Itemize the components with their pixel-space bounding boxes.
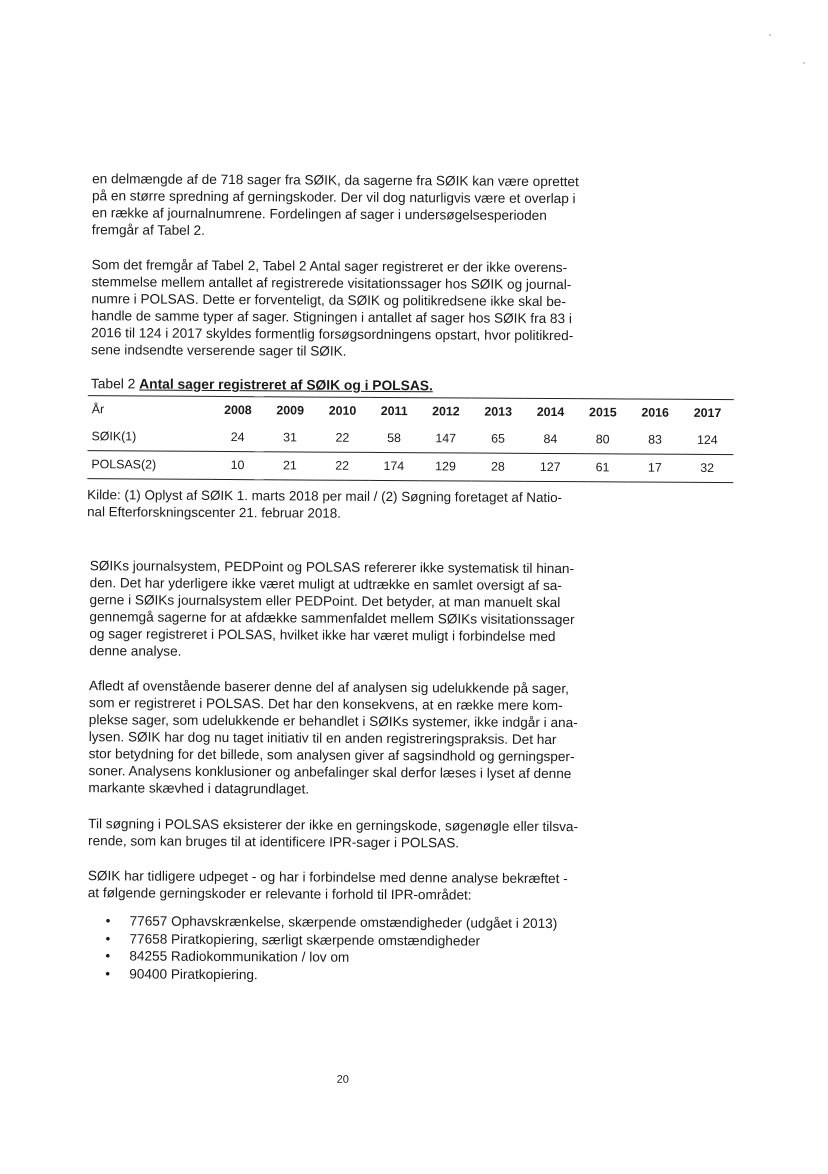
header-year: 2009 (276, 403, 305, 418)
list-item-text: 90400 Piratkopiering. (129, 965, 258, 982)
table-header-row (88, 396, 734, 427)
text-line: at følgende gerningskoder er relevante i forhold til IPR-området: (87, 885, 472, 903)
table-cell: 58 (387, 431, 401, 446)
text-line: denne analyse. (89, 643, 182, 659)
text-line: nal Efterforskningscenter 21. februar 2018. (87, 504, 341, 521)
text-line: Kilde: (1) Oplyst af SØIK 1. marts 2018 per mail / (2) Søgning foretaget af Natio- (87, 487, 563, 506)
bullet-icon: • (105, 913, 111, 929)
table-cell: 127 (539, 459, 561, 475)
table-cell: 28 (490, 459, 505, 474)
text-line: en række af journalnumrene. Fordelingen af sager i undersøgelsesperioden (91, 205, 547, 223)
bullet-icon: • (105, 965, 111, 981)
header-year: 2011 (380, 403, 408, 419)
table-source-note (87, 486, 647, 523)
table-cell: 129 (435, 459, 456, 474)
text-line: stor betydning for det billede, som analysen giver af sagsindhold og gerningsper- (88, 746, 575, 765)
scan-speck (769, 34, 771, 35)
table-cell: 22 (335, 430, 350, 445)
text-line: gennemgå sagerne for at afdække sammenfaldet mellem SØIKs visitationssager (89, 609, 575, 628)
paragraph-table-discussion (91, 256, 630, 361)
text-line: på en større spredning af gerningskoder. Der vil dog naturligvis være et overlap i (91, 188, 576, 207)
text-line: som er registreret i POLSAS. Det har den konsekvens, at en række mere kom- (88, 695, 563, 714)
text-line: og sager registreret i POLSAS, hvilket ikke har været muligt i forbindelse med (89, 626, 556, 645)
paragraph-intro (92, 170, 630, 241)
header-year: 2008 (224, 403, 252, 418)
text-line: Afledt af ovenstående baserer denne del af analysen sig udelukkende på sager, (88, 678, 569, 697)
text-line: en delmængde af de 718 sager fra SØIK, da sagerne fra SØIK kan være oprettet (92, 171, 579, 190)
paragraph-systems (89, 557, 628, 662)
table-row-soik (87, 423, 733, 454)
table-cell: 21 (282, 458, 297, 473)
table-caption-title: Antal sager registreret af SØIK og i POLSAS. (139, 376, 433, 394)
list-item-text: 77657 Ophavskrænkelse, skærpende omstændigheder (udgået i 2013) (129, 913, 558, 932)
row-label: POLSAS(2) (91, 457, 157, 472)
list-item-text: 77658 Piratkopiering, særligt skærpende omstændigheder (129, 930, 481, 949)
list-item (105, 965, 625, 986)
header-year: 2014 (536, 404, 565, 420)
header-year: 2016 (641, 405, 670, 420)
table-cell: 124 (696, 432, 718, 448)
text-line: lysen. SØIK har dog nu taget initiativ til en anden registreringspraksis. Det har (88, 729, 557, 748)
text-line: SØIKs journalsystem, PEDPoint og POLSAS refererer ikke systematisk til hinan- (89, 558, 575, 577)
table-cell: 174 (383, 458, 405, 474)
table-cell: 147 (435, 431, 457, 446)
text-line: Til søgning i POLSAS eksisterer der ikke en gerningskode, søgenøgle eller tilsva- (88, 816, 579, 835)
text-line: 2016 til 124 i 2017 skyldes formentlig forsøgsordningens opstart, hvor politikred- (91, 325, 574, 344)
table-row-polsas (87, 451, 733, 483)
table-cell: 10 (230, 458, 245, 473)
header-year: 2013 (484, 404, 513, 419)
table-caption (91, 375, 433, 394)
paragraph-codes-intro (88, 867, 626, 904)
header-year-label: År (91, 402, 105, 417)
row-label: SØIK(1) (91, 429, 137, 444)
text-line: markante skævhed i datagrundlaget. (88, 780, 310, 797)
table-cell: 17 (647, 460, 662, 475)
text-line: rende, som kan bruges til at identificere IPR-sager i POLSAS. (88, 833, 460, 851)
text-line: SØIK har tidligere udpeget - og har i forbindelse med denne analyse bekræftet - (87, 868, 568, 887)
header-year: 2010 (328, 403, 357, 418)
header-year: 2012 (432, 404, 460, 419)
table-cell: 65 (491, 431, 505, 446)
paragraph-consequence (88, 677, 627, 799)
table-cell: 83 (648, 432, 662, 447)
page-number: 20 (336, 1073, 349, 1086)
table-cell: 61 (595, 460, 610, 475)
header-year: 2017 (693, 405, 722, 421)
bullet-icon: • (105, 930, 111, 946)
text-line: fremgår af Tabel 2. (91, 222, 205, 238)
text-line: plekse sager, som udelukkende er behandlet i SØIKs systemer, ikke indgår i ana- (88, 712, 578, 731)
text-line: soner. Analysens konklusioner og anbefalinger skal derfor læses i lyset af denne (88, 763, 572, 782)
text-line: handle de samme typer af sager. Stigningen i antallet af sager hos SØIK fra 83 i (91, 308, 572, 327)
table-cell: 84 (543, 431, 558, 447)
scan-speck (803, 63, 805, 64)
text-line: stemmelse mellem antallet af registrerede visitationssager hos SØIK og journal- (91, 274, 572, 293)
text-line: sene indsendte verserende sager til SØIK. (91, 342, 347, 359)
list-item-text: 84255 Radiokommunikation / lov om (129, 948, 350, 965)
header-year: 2015 (589, 405, 617, 420)
text-line: den. Det har yderligere ikke været muligt at udtrække en samlet oversigt af sa- (89, 575, 562, 594)
table-cell: 32 (700, 460, 715, 476)
table-cell: 31 (283, 430, 297, 445)
data-table (87, 395, 734, 483)
data-table-wrapper (87, 395, 734, 483)
text-line: numre i POLSAS. Dette er forventeligt, da SØIK og politikredsene ikke skal be- (91, 291, 566, 310)
table-cell: 22 (335, 458, 350, 473)
text-line: Som det fremgår af Tabel 2, Tabel 2 Antal sager registreret er der ikke overens- (91, 257, 568, 276)
table-caption-prefix: Tabel 2 (90, 376, 140, 392)
text-line: gerne i SØIKs journalsystem eller PEDPoint. Det betyder, at man manuelt skal (89, 592, 561, 611)
offense-code-list (105, 912, 625, 985)
paragraph-search (88, 815, 626, 852)
table-cell: 24 (230, 430, 245, 445)
table-cell: 80 (595, 432, 610, 447)
bullet-icon: • (105, 948, 111, 964)
